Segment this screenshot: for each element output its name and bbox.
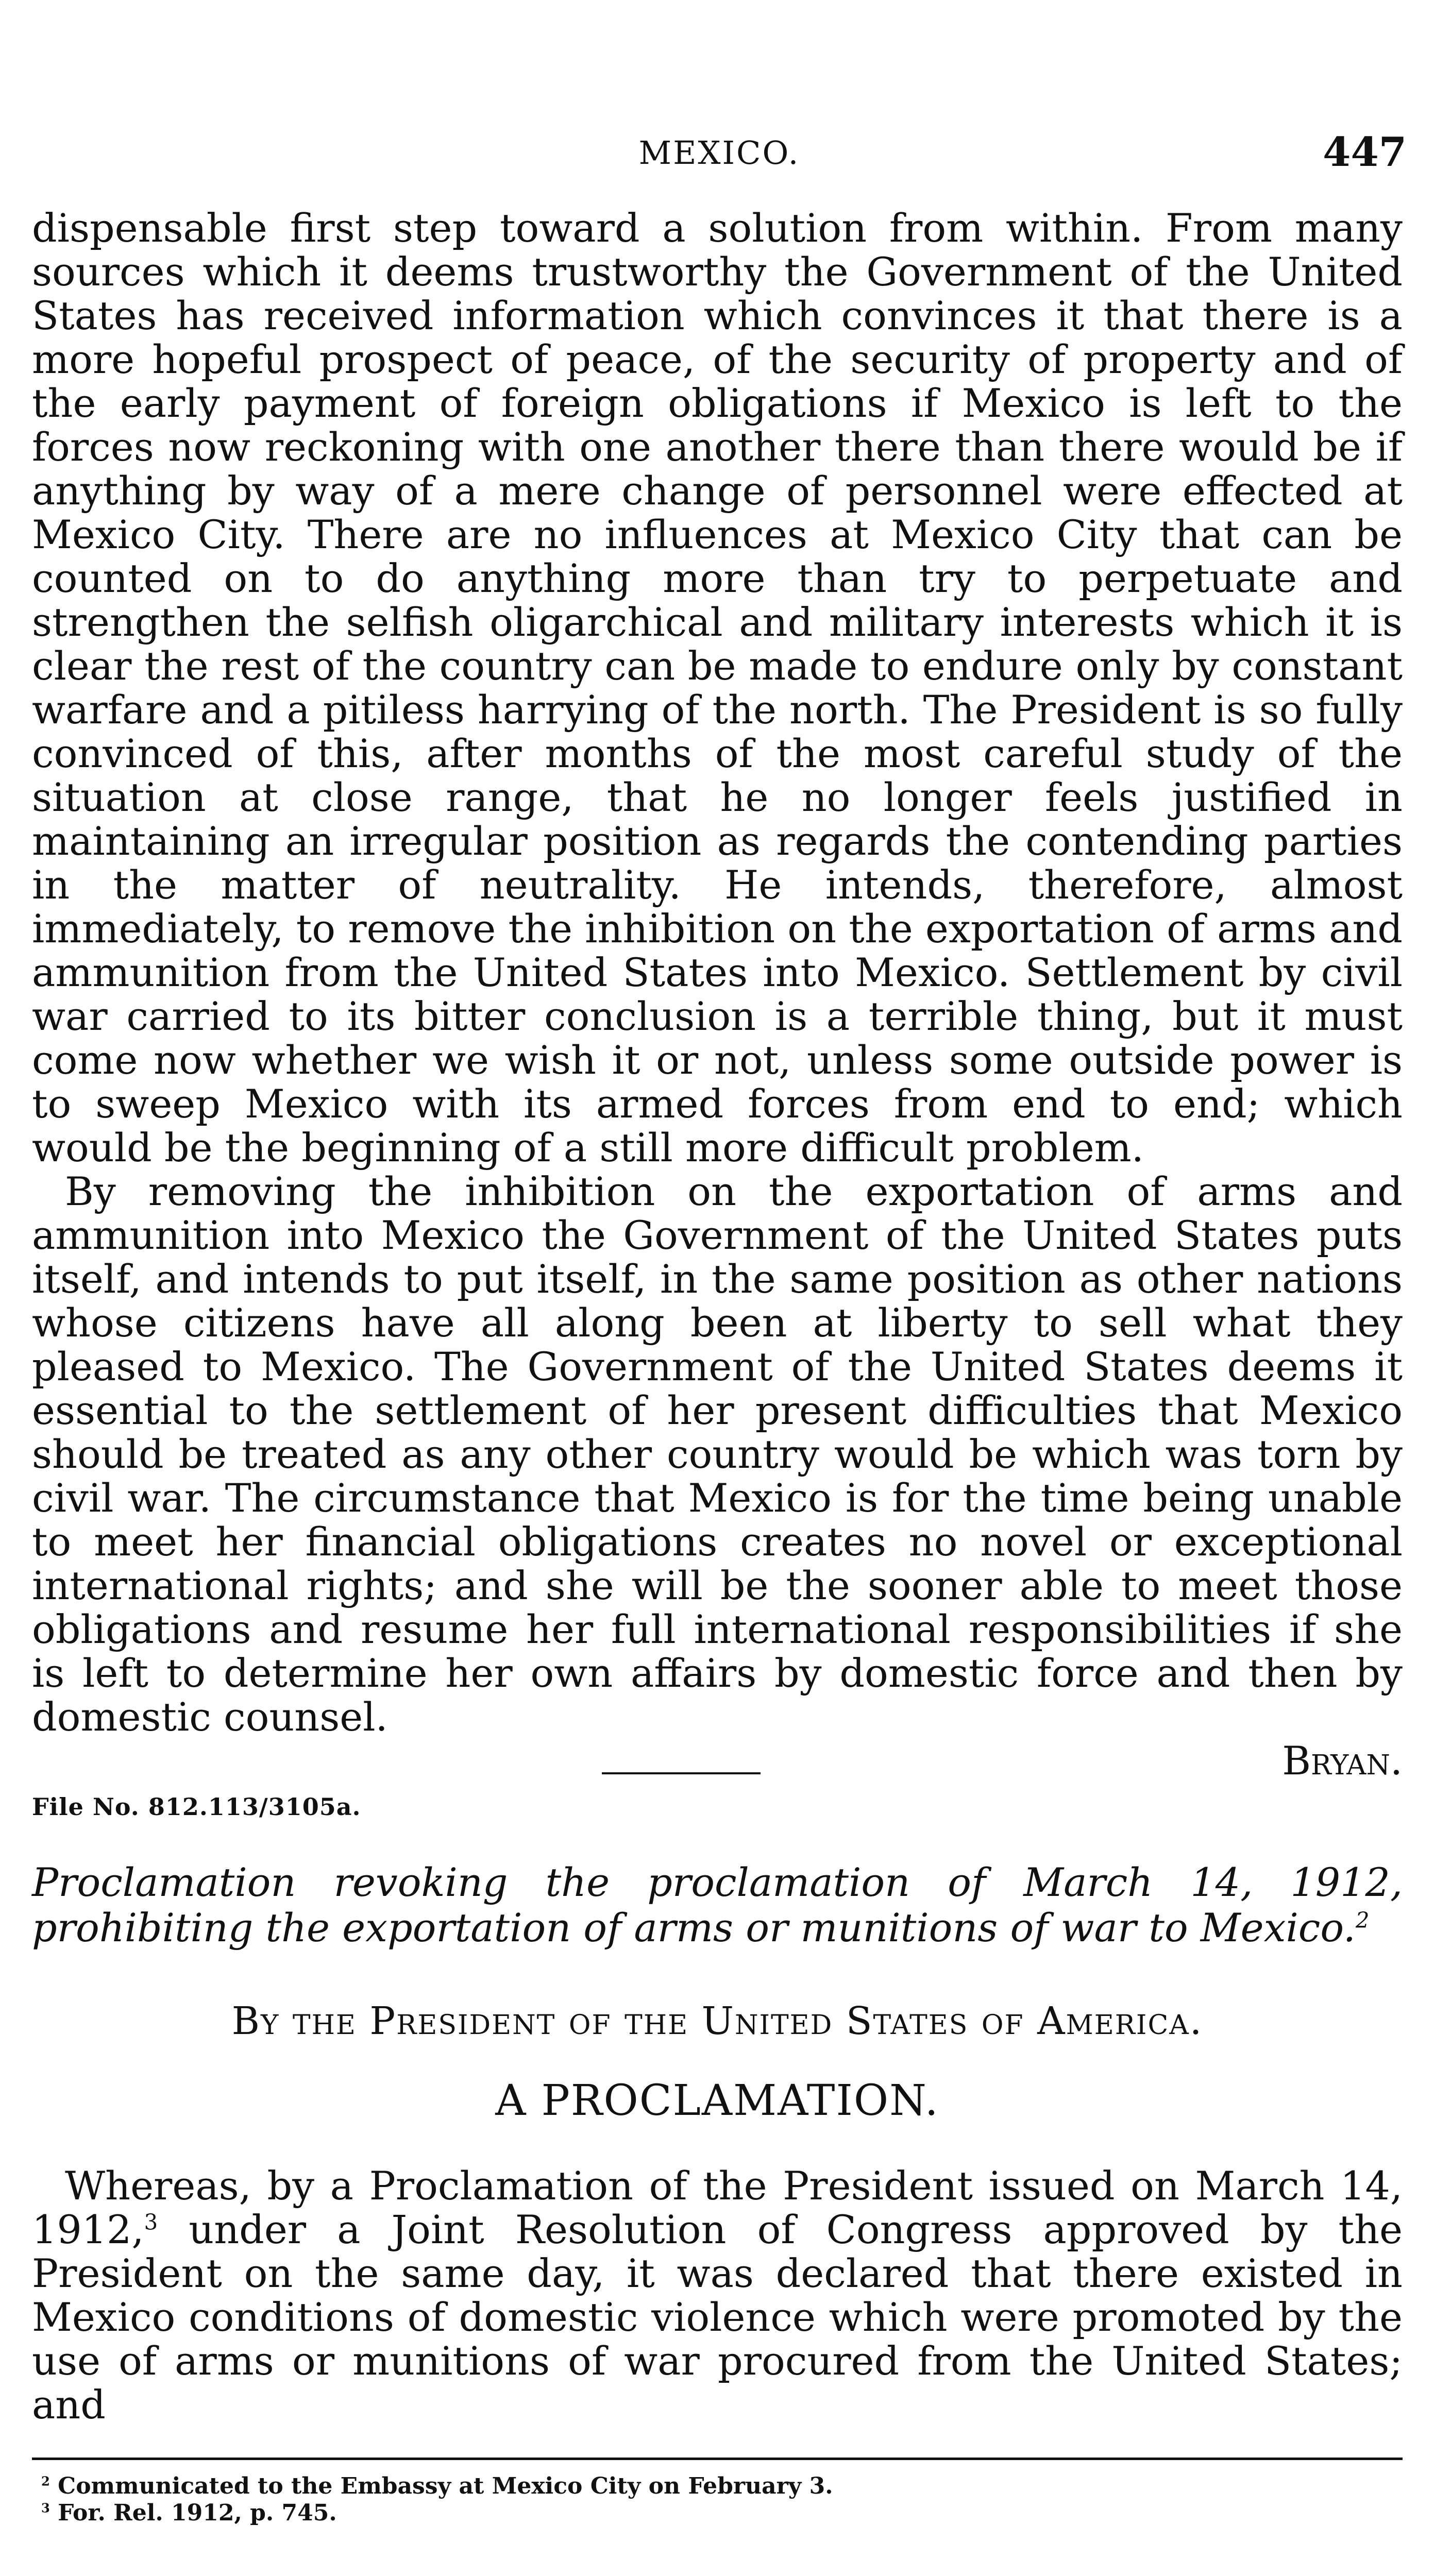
separator-rule [602, 1772, 761, 1774]
page-number: 447 [1323, 129, 1407, 176]
footnote-mark: 2 [41, 2473, 50, 2489]
document-title [32, 1860, 1403, 1951]
file-number: File No. 812.113/3105a. [32, 1793, 361, 1821]
footnote-item [41, 2473, 1381, 2500]
footnote-rule [32, 2458, 1403, 2460]
proclamation-heading: A PROCLAMATION. [495, 2076, 939, 2125]
footnote-text: Communicated to the Embassy at Mexico City on February 3. [58, 2473, 833, 2499]
footnote-item [41, 2500, 1381, 2527]
signature: Bryan. [1282, 1738, 1403, 1784]
body-text [32, 206, 1403, 1783]
document-title-text: Proclamation revoking the proclamation of March 14, 1912, prohibiting the exportation of arms or munitions of war to Mexico. [32, 1859, 1403, 1951]
page-header [32, 129, 1407, 185]
whereas-text-end: under a Joint Resolution of Congress approved by the President on the same day, it was declared that there existed in Mexico conditions of domestic violence which were promoted by the use of arms or munitions of war procured from the United States; and [32, 2207, 1403, 2428]
footnote-ref: 3 [144, 2209, 158, 2235]
footnote-text: For. Rel. 1912, p. 745. [58, 2500, 337, 2526]
running-head: MEXICO. [638, 134, 800, 172]
paragraph-continuation: dispensable first step toward a solution from within. From many sources which it deems trustworthy the Government of the United States has received information which convinces it that there is a more hopeful prospect of peace, of the security of property and of the early payment of foreign obligations if Mexico is left to the forces now reckoning with one another there than there would be if anything by way of a mere change of personnel were effected at Mexico City. There are no influences at Mexico City that can be counted on to do anything more than try to perpetuate and strengthen the selfish oligarchical and military interests which it is clear the rest of the country can be made to endure only by constant warfare and a pitiless harrying of the north. The President is so fully convinced of this, after months of the most careful study of the situation at close range, that he no longer feels justified in maintaining an irregular position as regards the contending parties in the matter of neutrality. He intends, therefore, almost immediately, to remove the inhibition on the exportation of arms and ammunition from the United States into Mexico. Settlement by civil war carried to its bitter conclusion is a terrible thing, but it must come now whether we wish it or not, unless some outside power is to sweep Mexico with its armed forces from end to end; which would be the beginning of a still more difficult problem. [32, 205, 1403, 1171]
paragraph-removing-inhibition: By removing the inhibition on the exportation of arms and ammunition into Mexico the Government of the United States puts itself, and intends to put itself, in the same position as other nations whose citizens have all along been at liberty to sell what they pleased to Mexico. The Government of the United States deems it essential to the settlement of her present difficulties that Mexico should be treated as any other country would be which was torn by civil war. The circumstance that Mexico is for the time being unable to meet her financial obligations creates no novel or exceptional international rights; and she will be the sooner able to meet those obligations and resume her full international responsibilities if she is left to determine her own affairs by domestic force and then by domestic counsel. [32, 1168, 1403, 1740]
footnote-mark: 3 [41, 2500, 50, 2516]
by-the-president-line: By the President of the United States of America. [231, 1999, 1203, 2043]
footnotes [41, 2473, 1381, 2527]
whereas-text-start: Whereas, by a Proclamation of the President issued on March 14, 1912, [32, 2163, 1403, 2252]
footnote-ref: 2 [1355, 1907, 1370, 1933]
whereas-paragraph [32, 2164, 1403, 2427]
